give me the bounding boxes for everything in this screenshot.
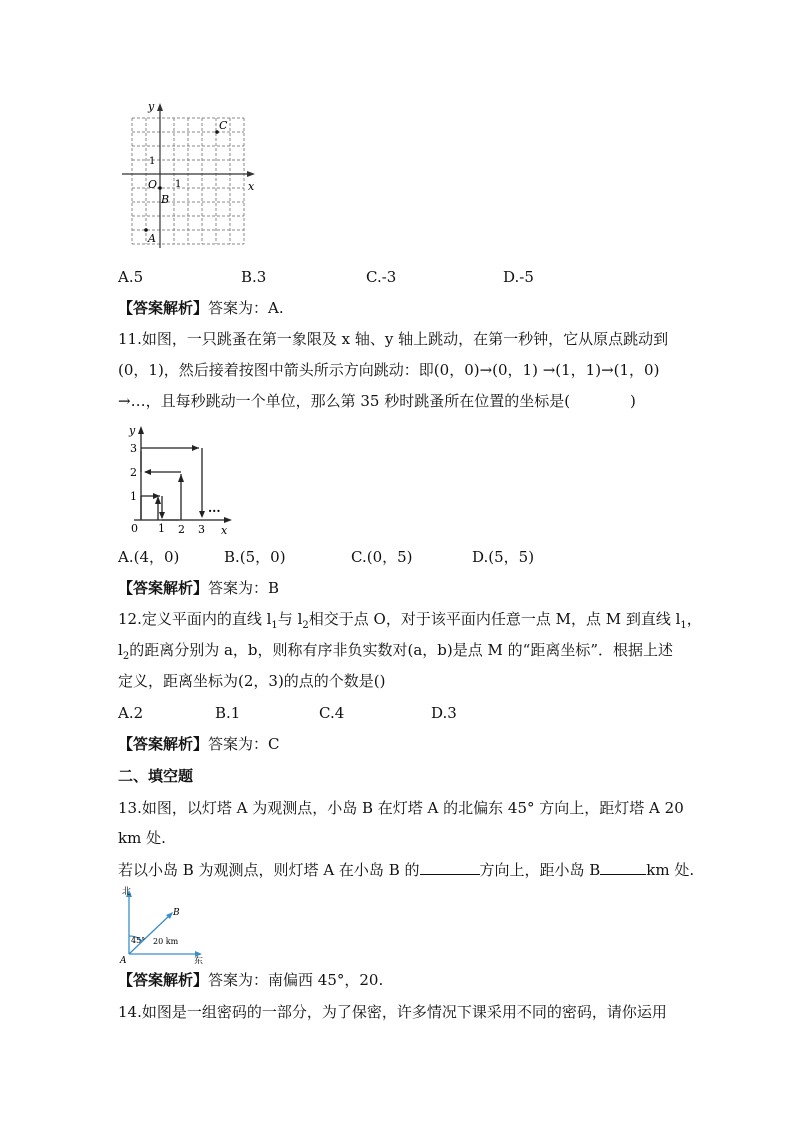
q11-line-1: 11.如图，一只跳蚤在第一象限及 x 轴、y 轴上跳动，在第一秒钟，它从原点跳动到 xyxy=(118,330,669,348)
q10-answer xyxy=(118,298,284,318)
q12-answer xyxy=(118,734,280,754)
q13-north-label: 北 xyxy=(122,887,132,897)
q12-option-a: A.2 xyxy=(118,704,144,722)
answer-text: 答案为：南偏西 45°，20. xyxy=(208,971,384,989)
q11-option-a: A.(4，0) xyxy=(118,548,180,566)
q11-option-b: B.(5，0) xyxy=(224,548,286,566)
q13-direction-diagram xyxy=(118,884,208,964)
q12-option-d: D.3 xyxy=(431,704,457,722)
answer-label: 【答案解析】 xyxy=(118,971,209,989)
blank-direction[interactable] xyxy=(420,860,480,875)
answer-text: 答案为：A. xyxy=(208,299,284,317)
q10-option-d: D.-5 xyxy=(503,268,534,286)
q10-coordinate-grid xyxy=(112,98,262,250)
q11-line-3: →…，且每秒跳动一个单位，那么第 35 秒时跳蚤所在位置的坐标是( ) xyxy=(118,392,636,410)
q11-y-label: y xyxy=(129,424,136,437)
q10-a-label: A xyxy=(148,232,156,245)
q11-x-label: x xyxy=(221,524,228,537)
q13-line-1: 13.如图，以灯塔 A 为观测点，小岛 B 在灯塔 A 的北偏东 45° 方向上，距灯塔 A 20 xyxy=(118,799,684,817)
q11-tick-x1: 1 xyxy=(158,522,165,535)
q12-line-2: $l_2$的距离分别为 a，b，则称有序非负实数对(a，b)是点 M 的“距离坐标”．根据上述 xyxy=(118,641,673,662)
answer-text: 答案为：C xyxy=(208,735,280,753)
q10-origin-label: O xyxy=(148,178,158,191)
q13-line-2: km 处. xyxy=(118,829,166,847)
q11-tick-zero: 0 xyxy=(131,522,138,535)
q10-x-one: 1 xyxy=(175,179,182,190)
q14-line-1: 14.如图是一组密码的一部分，为了保密，许多情况下课采用不同的密码，请你运用 xyxy=(118,1003,667,1021)
blank-distance[interactable] xyxy=(600,860,646,875)
q10-y-one: 1 xyxy=(149,156,156,167)
q11-answer xyxy=(118,578,279,598)
q11-tick-x3: 3 xyxy=(198,523,205,536)
q10-c-label: C xyxy=(219,119,228,132)
q13-angle-label: 45° xyxy=(131,936,146,945)
q11-tick-y3: 3 xyxy=(130,442,137,455)
q10-y-label: y xyxy=(148,100,155,113)
q12-line-1: 12.定义平面内的直线 $l_1$与 $l_2$相交于点 O，对于该平面内任意一点 M，点 M 到直线 $l_1$， xyxy=(118,610,702,631)
q13-ab-line xyxy=(129,914,171,954)
q13-a-label: A xyxy=(120,956,127,964)
q12-line-3: 定义，距离坐标为(2，3)的点的个数是() xyxy=(118,672,386,690)
answer-label: 【答案解析】 xyxy=(118,299,209,317)
q13-line-3: 若以小岛 B 为观测点，则灯塔 A 在小岛 B 的 方向上，距小岛 B km 处. xyxy=(118,861,695,879)
q12-option-c: C.4 xyxy=(319,704,345,722)
q11-option-c: C.(0，5) xyxy=(351,548,413,566)
q11-tick-x2: 2 xyxy=(178,523,185,536)
q13-answer xyxy=(118,970,383,990)
q10-b-label: B xyxy=(161,193,170,206)
q11-option-d: D.(5，5) xyxy=(472,548,535,566)
q12-option-b: B.1 xyxy=(215,704,241,722)
q11-ellipsis: ... xyxy=(208,501,221,515)
section-title: 二、填空题 xyxy=(118,767,194,785)
q13-b-label: B xyxy=(173,908,180,918)
q13-distance-label: 20 km xyxy=(153,937,179,946)
answer-label: 【答案解析】 xyxy=(118,735,209,753)
q11-line-2: (0，1)，然后接着按图中箭头所示方向跳动：即(0，0)→(0，1) →(1，1)→(1，0) xyxy=(118,361,660,379)
answer-label: 【答案解析】 xyxy=(118,579,209,597)
q10-point-b xyxy=(158,186,162,190)
q13-east-label: 东 xyxy=(194,957,204,964)
q10-option-c: C.-3 xyxy=(366,268,397,286)
q11-jump-diagram xyxy=(118,420,238,540)
q10-option-b: B.3 xyxy=(241,268,267,286)
answer-text: 答案为：B xyxy=(208,579,280,597)
q11-tick-y2: 2 xyxy=(130,466,137,479)
q10-option-a: A.5 xyxy=(118,268,144,286)
q11-tick-y1: 1 xyxy=(130,490,137,503)
q10-x-label: x xyxy=(248,180,255,193)
